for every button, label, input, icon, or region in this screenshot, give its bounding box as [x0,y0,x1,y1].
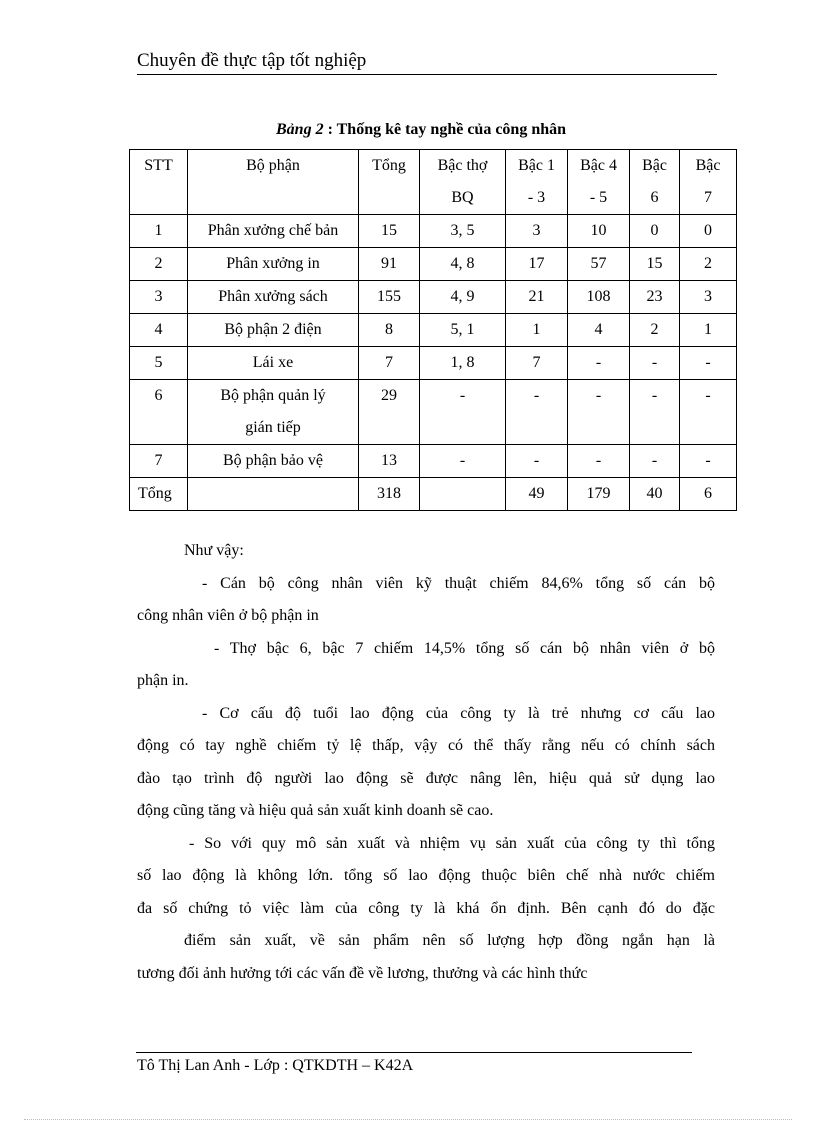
cell: 4 [568,314,630,347]
para-line: tương đối ảnh hưởng tới các vấn đề về lương, thưởng và các hình thức [137,964,588,982]
cell: 29 [359,380,420,445]
cell: 4 [130,314,188,347]
page-header [137,48,717,75]
cell: Phân xưởng in [188,248,359,281]
cell: 49 [506,478,568,511]
cell: - [420,445,506,478]
cell: 1, 8 [420,347,506,380]
para-line: - Thợ bậc 6, bậc 7 chiếm 14,5% tổng số cán bộ nhân viên ở bộ [214,639,715,657]
para-line: động có tay nghề chiếm tỷ lệ thấp, vậy có thể thấy rằng nếu có chính sách [137,737,715,754]
table-row [130,248,737,281]
cell: 108 [568,281,630,314]
cell: Phân xưởng sách [188,281,359,314]
header-stt: STT [130,150,188,215]
para-line: - Cán bộ công nhân viên kỹ thuật chiếm 84,6% tổng số cán bộ [202,574,715,592]
cell: - [568,380,630,445]
cell: - [680,380,737,445]
cell: 6 [680,478,737,511]
cell: Bộ phận quản lý gián tiếp [188,380,359,445]
cell: Bộ phận 2 điện [188,314,359,347]
cell: 1 [506,314,568,347]
cell: 17 [506,248,568,281]
cell: 23 [630,281,680,314]
para-line: động cũng tăng và hiệu quả sản xuất kinh doanh sẽ cao. [137,802,494,819]
header-avg-grade: Bậc thợ BQ [420,150,506,215]
cell: 4, 8 [420,248,506,281]
cell: 1 [130,215,188,248]
table-header-row [130,150,737,215]
cell [420,478,506,511]
cell: 3, 5 [420,215,506,248]
cell: 4, 9 [420,281,506,314]
cell: - [568,445,630,478]
para-line: điểm sản xuất, về sản phẩm nên số lượng hợp đồng ngắn hạn là [184,932,715,949]
cell: 2 [680,248,737,281]
cell: 3 [130,281,188,314]
cell: - [680,445,737,478]
cell: 6 [130,380,188,445]
cell: 40 [630,478,680,511]
cell: 2 [130,248,188,281]
cell: - [506,380,568,445]
cell: 318 [359,478,420,511]
cell: 5 [130,347,188,380]
caption-separator: : [323,121,337,138]
cell: - [680,347,737,380]
para-line: - So với quy mô sản xuất và nhiệm vụ sản xuất của công ty thì tổng [189,834,715,852]
cell: - [630,347,680,380]
cell: 1 [680,314,737,347]
cell: Bộ phận bảo vệ [188,445,359,478]
para-line: số lao động là không lớn. tổng số lao động thuộc biên chế nhà nước chiếm [137,867,715,884]
cell: 7 [359,347,420,380]
caption-title: Thống kê tay nghề của công nhân [336,121,567,138]
cell: 5, 1 [420,314,506,347]
cell: Lái xe [188,347,359,380]
cell: 7 [130,445,188,478]
header-title: Chuyên đề thực tập tốt nghiệp [137,50,367,71]
cell: 13 [359,445,420,478]
cell: 2 [630,314,680,347]
cell: - [630,445,680,478]
footer-text: Tô Thị Lan Anh - Lớp : QTKDTH – K42A [137,1057,414,1074]
header-grade-1-3: Bậc 1 - 3 [506,150,568,215]
cell: 7 [506,347,568,380]
body-text [137,535,715,990]
table-caption [276,121,566,139]
para-line: đa số chứng tỏ việc làm của công ty là khá ổn định. Bên cạnh đó do đặc [137,899,715,917]
cell: Tổng [130,478,188,511]
cell: 0 [680,215,737,248]
caption-label: Bảng 2 [276,121,324,138]
cell: 155 [359,281,420,314]
cell: 179 [568,478,630,511]
table-total-row [130,478,737,511]
page-footer [137,1053,413,1079]
header-department: Bộ phận [188,150,359,215]
header-grade-7: Bậc 7 [680,150,737,215]
intro-line: Như vậy: [184,542,244,559]
cell: 15 [630,248,680,281]
cell: 57 [568,248,630,281]
cell: 8 [359,314,420,347]
cell [188,478,359,511]
header-total: Tổng [359,150,420,215]
table-row [130,314,737,347]
page-edge-divider [24,1119,792,1120]
table-row [130,380,737,445]
header-grade-6: Bậc 6 [630,150,680,215]
cell: - [568,347,630,380]
cell: - [630,380,680,445]
cell: 0 [630,215,680,248]
para-line: - Cơ cấu độ tuổi lao động của công ty là trẻ nhưng cơ cấu lao [202,704,715,722]
cell: 91 [359,248,420,281]
worker-skill-table [129,149,737,511]
cell: Phân xưởng chế bản [188,215,359,248]
table-row [130,445,737,478]
cell: 3 [506,215,568,248]
table-row [130,281,737,314]
para-line: phận in. [137,672,189,689]
table-row [130,215,737,248]
header-grade-4-5: Bậc 4 - 5 [568,150,630,215]
para-line: công nhân viên ở bộ phận in [137,607,319,624]
para-line: đào tạo trình độ người lao động sẽ được nâng lên, hiệu quả sử dụng lao [137,769,715,787]
table-row [130,347,737,380]
cell: 10 [568,215,630,248]
cell: 21 [506,281,568,314]
cell: - [420,380,506,445]
cell: - [506,445,568,478]
cell: 3 [680,281,737,314]
cell: 15 [359,215,420,248]
